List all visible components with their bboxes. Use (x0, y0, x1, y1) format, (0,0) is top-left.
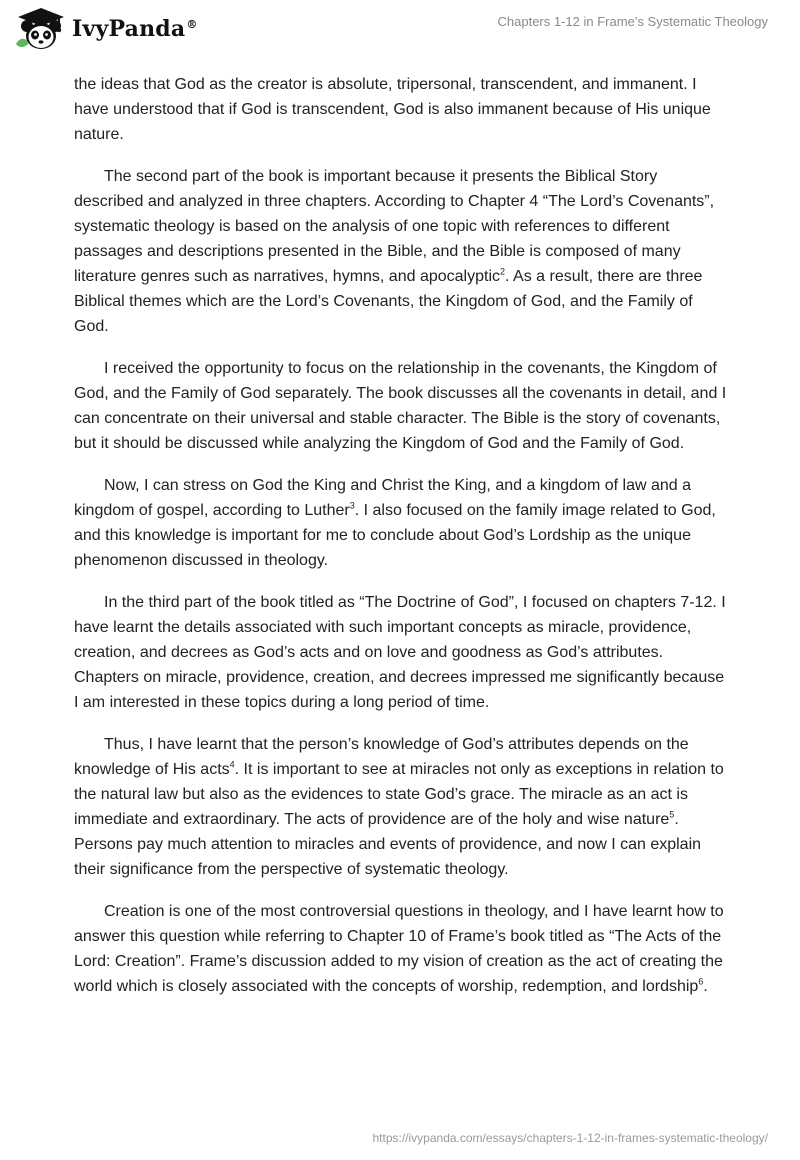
paragraph-7 (74, 899, 728, 999)
paragraph-7-text-b: . (703, 978, 708, 995)
paragraph-7-text-a: Creation is one of the most controversial questions in theology, and I have learnt how to answer this question while referring to Chapter 10 of Frame’s book titled as “The Acts of the Lord: Creation”. Frame’s discussion added to my vision of creation as the act of creating the world which is closely associated with the concepts of worship, redemption, and lordship (74, 903, 724, 995)
footnote-ref-3[interactable]: 3 (349, 500, 355, 511)
document-title: Chapters 1-12 in Frame’s Systematic Theology (497, 14, 768, 29)
paragraph-5: In the third part of the book titled as “The Doctrine of God”, I focused on chapters 7-12. I have learnt the details associated with such important concepts as miracle, providence, creation, and decrees as God’s acts and on love and goodness as God’s attributes. Chapters on miracle, providence, creation, and decrees impressed me significantly because I am interested in these topics during a long period of time. (74, 594, 726, 711)
paragraph-1: the ideas that God as the creator is absolute, tripersonal, transcendent, and immanent. I have understood that if God is transcendent, God is also immanent because of His unique nature. (74, 76, 711, 143)
footnote-ref-4[interactable]: 4 (229, 759, 235, 770)
paragraph-2-text-a: The second part of the book is important because it presents the Biblical Story described and analyzed in three chapters. According to Chapter 4 “The Lord’s Covenants”, systematic theology is based on the analysis of one topic with references to different passages and descriptions presented in the Bible, and the Bible is composed of many literature genres such as narratives, hymns, and apocalyptic (74, 168, 715, 285)
paragraph-6-text-c: . Persons pay much attention to miracles and events of providence, and now I can explain their significance from the perspective of systematic theology. (74, 811, 702, 878)
paragraph-6-text-a: Thus, I have learnt that the person’s knowledge of God’s attributes depends on the knowledge of His acts (74, 736, 689, 778)
brand-logo[interactable] (14, 6, 198, 52)
paragraph-4-text-a: Now, I can stress on God the King and Christ the King, and a kingdom of law and a kingdom of gospel, according to Luther (74, 477, 692, 519)
page-header (0, 0, 800, 70)
footnote-ref-2[interactable]: 2 (500, 266, 506, 277)
paragraph-4-text-b: . I also focused on the family image related to God, and this knowledge is important for me to conclude about God’s Lordship as the unique phenomenon discussed in theology. (74, 502, 716, 569)
paragraph-6-text-b: . It is important to see at miracles not only as exceptions in relation to the natural law but also as the evidences to state God’s grace. The miracle as an act is immediate and extraordinary. The acts of providence are of the holy and wise nature (74, 761, 724, 828)
paragraph-4 (74, 473, 728, 573)
paragraph-2-text-b: . As a result, there are three Biblical themes which are the Lord’s Covenants, the Kingdom of God, and the Family of God. (74, 268, 703, 335)
source-url-link[interactable]: https://ivypanda.com/essays/chapters-1-12-in-frames-systematic-theology/ (372, 1131, 768, 1145)
paragraph-2 (74, 164, 728, 339)
panda-graduation-cap-icon (14, 6, 68, 52)
footnote-ref-5[interactable]: 5 (669, 809, 675, 820)
paragraph-3: I received the opportunity to focus on the relationship in the covenants, the Kingdom of God, and the Family of God separately. The book discusses all the covenants in detail, and I can concentrate on their universal and stable character. The Bible is the story of covenants, but it should be discussed while analyzing the Kingdom of God and the Family of God. (74, 360, 727, 452)
brand-name: IvyPanda® (72, 16, 198, 42)
essay-body (74, 72, 728, 1016)
paragraph-6 (74, 732, 728, 882)
footnote-ref-6[interactable]: 6 (698, 976, 704, 987)
